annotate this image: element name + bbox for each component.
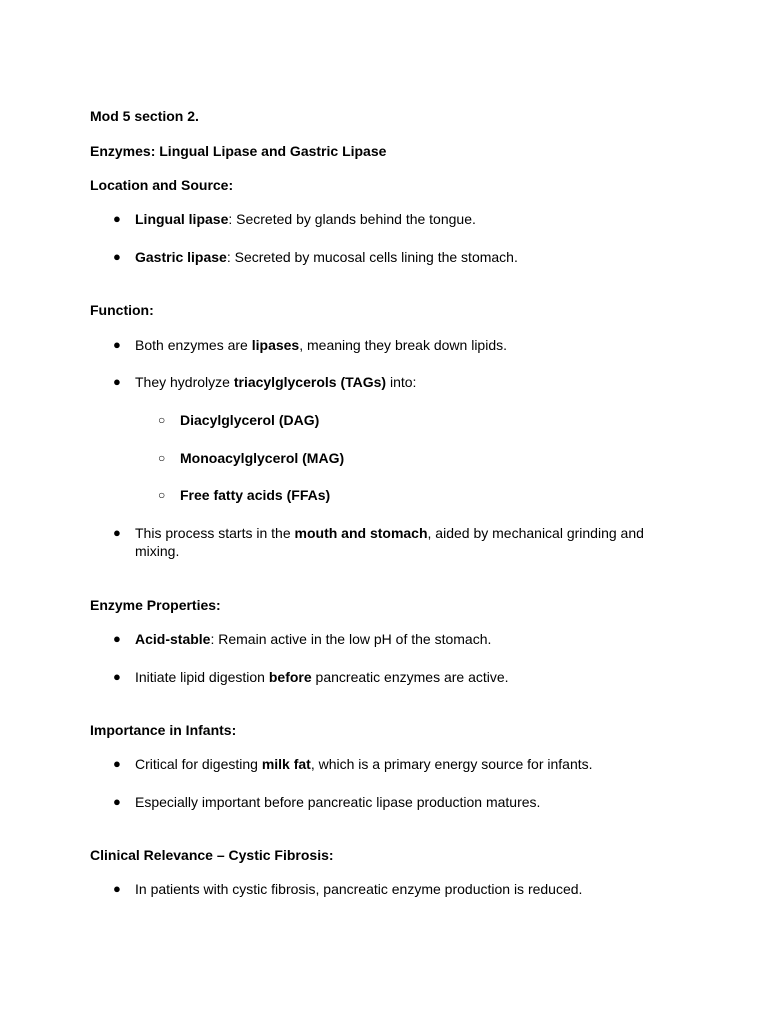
- bullet-icon: ●: [113, 631, 121, 646]
- bullet-icon: ●: [113, 756, 121, 771]
- list-item: Especially important before pancreatic lipase production matures.: [135, 794, 541, 810]
- list-item: Critical for digesting milk fat, which is a primary energy source for infants.: [135, 756, 593, 772]
- list-item: In patients with cystic fibrosis, pancreatic enzyme production is reduced.: [135, 881, 583, 897]
- sub-list-item: Monoacylglycerol (MAG): [180, 450, 345, 466]
- list-item: Acid-stable: Remain active in the low pH of the stomach.: [135, 631, 492, 647]
- section-heading-clinical: Clinical Relevance – Cystic Fibrosis:: [90, 847, 334, 863]
- sub-list-item: Diacylglycerol (DAG): [180, 412, 320, 428]
- sub-bullet-icon: ○: [158, 488, 166, 502]
- doc-subtitle: Enzymes: Lingual Lipase and Gastric Lipase: [90, 143, 387, 159]
- sub-list-item: Free fatty acids (FFAs): [180, 487, 331, 503]
- section-heading-properties: Enzyme Properties:: [90, 597, 221, 613]
- bullet-icon: ●: [113, 525, 121, 540]
- bullet-icon: ●: [113, 669, 121, 684]
- list-item: Initiate lipid digestion before pancreatic enzymes are active.: [135, 669, 509, 685]
- section-heading-location: Location and Source:: [90, 177, 234, 193]
- bullet-icon: ●: [113, 794, 121, 809]
- sub-bullet-icon: ○: [158, 451, 166, 465]
- section-heading-function: Function:: [90, 302, 154, 318]
- list-item: Lingual lipase: Secreted by glands behind the tongue.: [135, 211, 476, 227]
- section-heading-infants: Importance in Infants:: [90, 722, 237, 738]
- list-item: This process starts in the mouth and stomach, aided by mechanical grinding and mixing.: [135, 525, 644, 559]
- list-item: They hydrolyze triacylglycerols (TAGs) into:: [135, 374, 417, 390]
- doc-title: Mod 5 section 2.: [90, 108, 199, 124]
- bullet-icon: ●: [113, 881, 121, 896]
- list-item: Both enzymes are lipases, meaning they break down lipids.: [135, 337, 508, 353]
- bullet-icon: ●: [113, 249, 121, 264]
- bullet-icon: ●: [113, 374, 121, 389]
- bullet-icon: ●: [113, 211, 121, 226]
- list-item: Gastric lipase: Secreted by mucosal cells lining the stomach.: [135, 249, 518, 265]
- sub-bullet-icon: ○: [158, 413, 166, 427]
- bullet-icon: ●: [113, 337, 121, 352]
